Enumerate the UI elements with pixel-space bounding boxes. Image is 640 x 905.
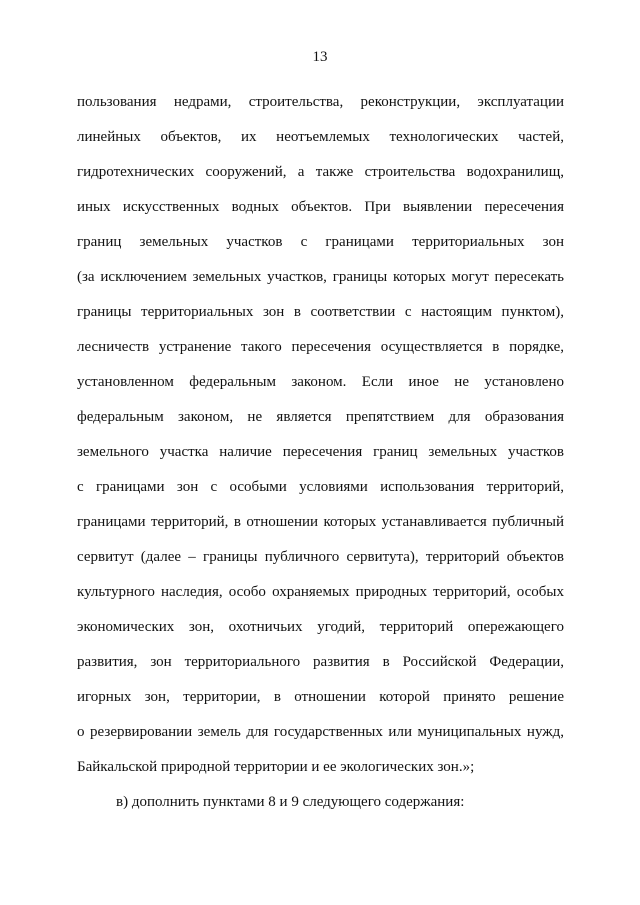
text-line: лесничеств устранение такого пересечения осуществляется в порядке, <box>77 339 564 355</box>
text-line: развития, зон территориального развития в Российской Федерации, <box>77 654 564 670</box>
text-line: экономических зон, охотничьих угодий, территорий опережающего <box>77 619 564 635</box>
text-line: пользования недрами, строительства, реконструкции, эксплуатации <box>77 94 564 110</box>
page-number: 13 <box>312 49 328 65</box>
text-line: границ земельных участков с границами территориальных зон <box>77 234 564 250</box>
final-paragraph: в) дополнить пунктами 8 и 9 следующего содержания: <box>116 794 465 810</box>
text-line: Байкальской природной территории и ее экологических зон.»; <box>77 759 475 775</box>
text-line: о резервировании земель для государственных или муниципальных нужд, <box>77 724 564 740</box>
text-line: границы территориальных зон в соответствии с настоящим пунктом), <box>77 304 564 320</box>
text-line: игорных зон, территории, в отношении которой принято решение <box>77 689 564 705</box>
text-line: гидротехнических сооружений, а также строительства водохранилищ, <box>77 164 564 180</box>
text-line: линейных объектов, их неотъемлемых технологических частей, <box>77 129 564 145</box>
body-text <box>77 92 564 827</box>
text-line: культурного наследия, особо охраняемых природных территорий, особых <box>77 584 564 600</box>
text-line: (за исключением земельных участков, границы которых могут пересекать <box>77 269 564 285</box>
text-line: границами территорий, в отношении которых устанавливается публичный <box>77 514 564 530</box>
text-line: установленном федеральным законом. Если иное не установлено <box>77 374 564 390</box>
text-line: сервитут (далее – границы публичного сервитута), территорий объектов <box>77 549 564 565</box>
text-line: с границами зон с особыми условиями использования территорий, <box>77 479 564 495</box>
text-line: иных искусственных водных объектов. При выявлении пересечения <box>77 199 564 215</box>
text-line: федеральным законом, не является препятствием для образования <box>77 409 564 425</box>
text-line: земельного участка наличие пересечения границ земельных участков <box>77 444 564 460</box>
